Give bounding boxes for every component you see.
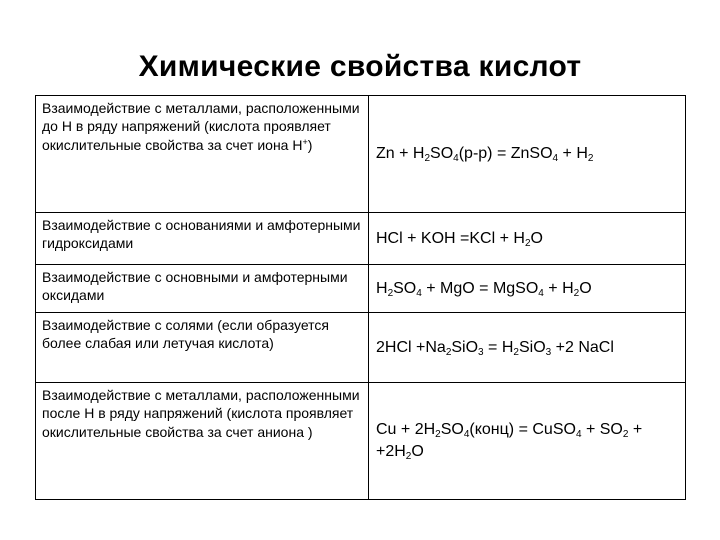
reaction-equation: $Zn + H_2SO_4(р-р)$ = ZnSO$_4$ + $H_2$: [369, 96, 686, 213]
subscript: 2: [622, 429, 629, 440]
table-row: [36, 96, 686, 213]
subscript: 3: [545, 346, 552, 358]
table-row: [36, 265, 686, 313]
page-title: Химические свойства кислот: [138, 50, 582, 83]
subscript: 4: [538, 287, 544, 299]
reaction-equation: HCl + KOH $=KCl + H_2O$: [369, 213, 686, 265]
subscript: 4: [552, 153, 559, 164]
charge-superscript: +: [302, 136, 308, 147]
property-description: [36, 96, 369, 213]
subscript: 2: [424, 153, 431, 164]
subscript: 2: [513, 346, 519, 358]
subscript: 3: [478, 346, 484, 358]
subscript: 2: [573, 287, 580, 299]
subscript: 2: [387, 287, 394, 299]
table-row: [36, 313, 686, 383]
property-description: Взаимодействие с основаниями и амфотерными гидроксидами: [36, 213, 369, 265]
subscript: 4: [463, 429, 470, 440]
table-row: [36, 213, 686, 265]
subscript: 4: [453, 153, 459, 164]
acid-properties-table: [35, 95, 686, 500]
reaction-equation: $2HCl +Na_2SiO_3 = H_2SiO_3 +2$ NaCl: [369, 313, 686, 383]
property-description: Взаимодействие с металлами, расположенными после Н в ряду напряжений (кислота проявляет окислительные свойства за счет аниона ): [36, 383, 369, 500]
subscript: 2: [524, 237, 531, 249]
reaction-equation: $H_2SO_4$ + MgO = MgSO$_4$ + $H_2O$: [369, 265, 686, 313]
subscript: 2: [435, 429, 441, 440]
description-text: Взаимодействие с металлами, расположенными до Н в ряду напряжений (кислота проявляет окислительные свойства за счет иона Н: [42, 100, 360, 153]
subscript: 2: [445, 346, 452, 358]
subscript: 2: [405, 451, 412, 462]
subscript: 2: [587, 153, 594, 164]
reaction-equation: $Cu + 2H_2SO_4(конц)$ = CuSO$_4$ + $SO_2 + +2H_2O$: [369, 383, 686, 500]
table-row: [36, 383, 686, 500]
subscript: 4: [575, 429, 582, 440]
property-description: Взаимодействие с солями (если образуется более слабая или летучая кислота): [36, 313, 369, 383]
property-description: Взаимодействие с основными и амфотерными оксидами: [36, 265, 369, 313]
description-text-end: ): [307, 136, 313, 153]
subscript: 4: [416, 287, 422, 299]
